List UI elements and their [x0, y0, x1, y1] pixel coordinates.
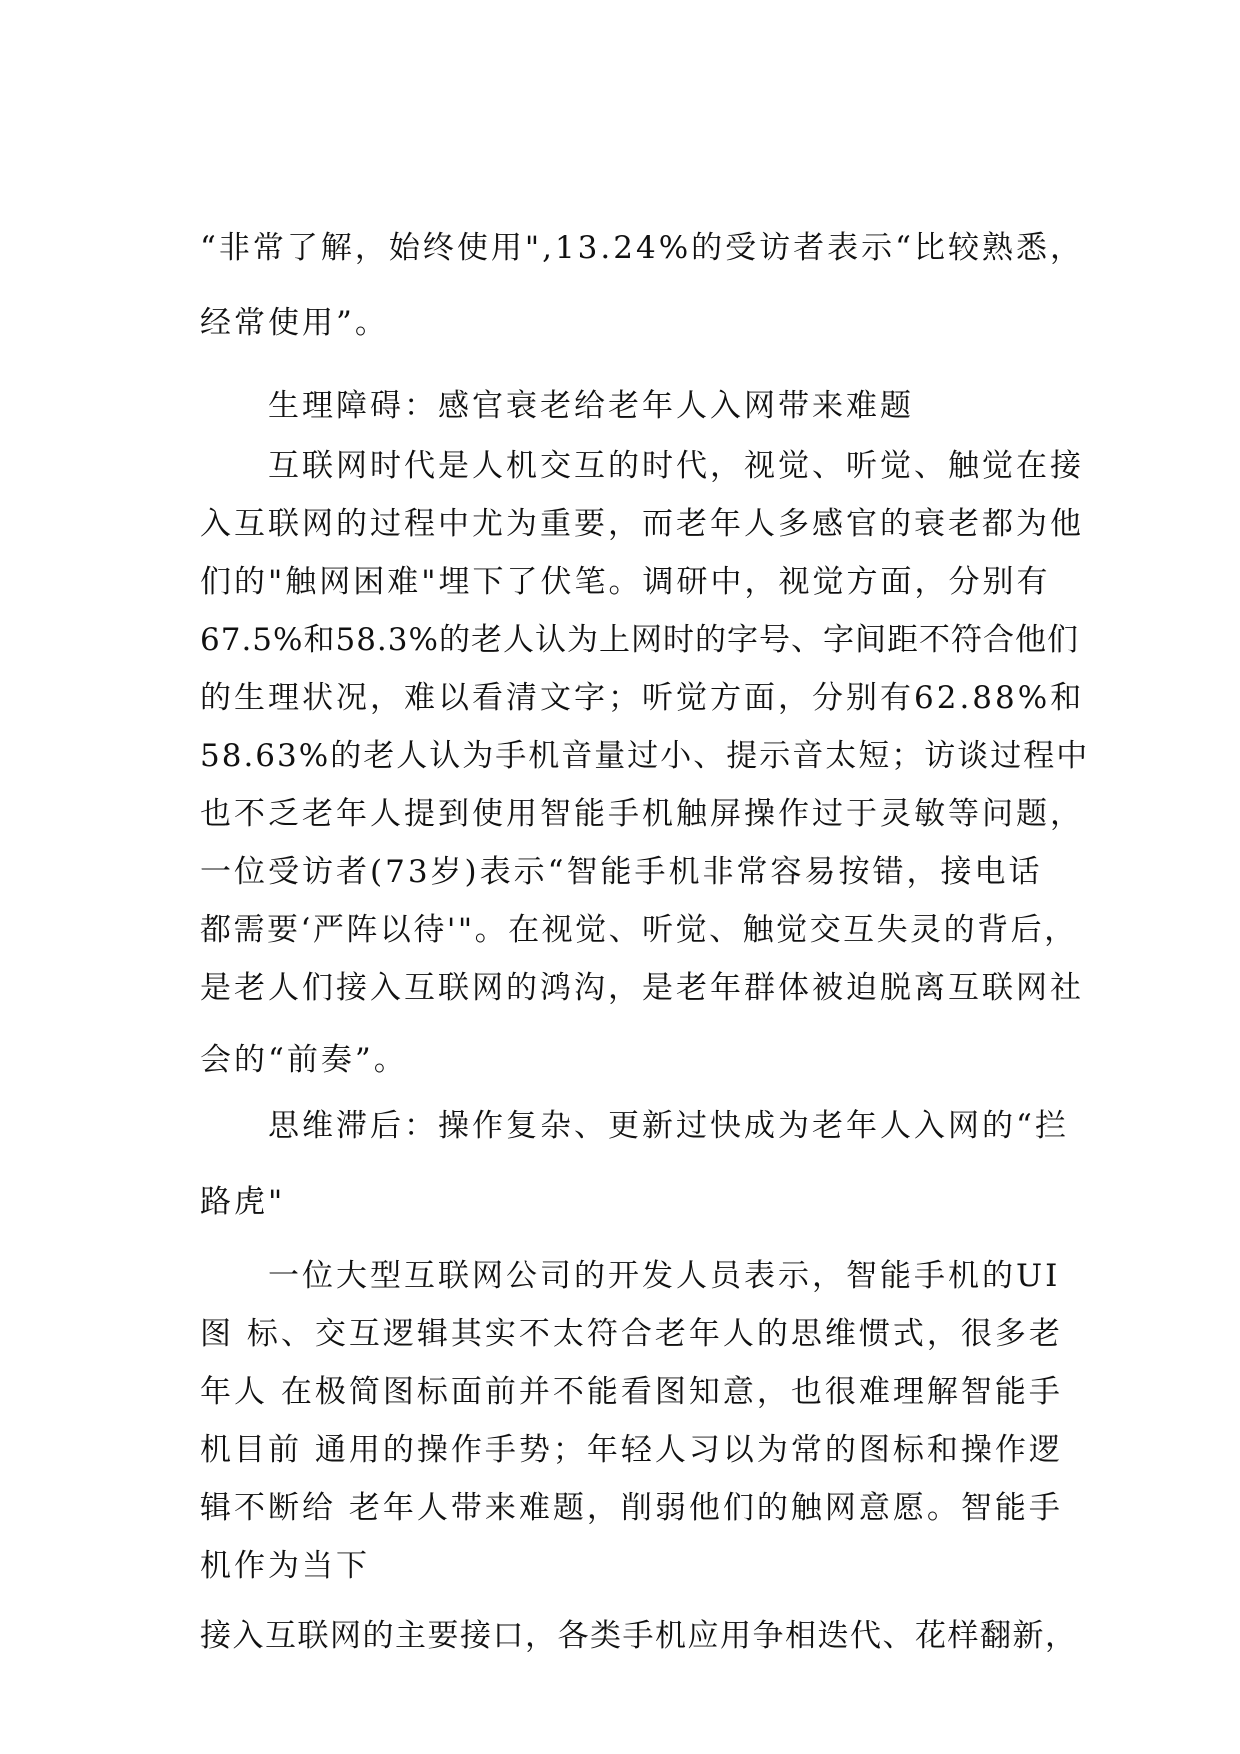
text-line: 都需要‘严阵以待'"。在视觉、听觉、触觉交互失灵的背后， [200, 912, 1078, 948]
text-line: 机目前 通用的操作手势；年轻人习以为常的图标和操作逻 [200, 1432, 1063, 1468]
text-line: 是老人们接入互联网的鸿沟，是老年群体被迫脱离互联网社 [200, 970, 1084, 1006]
text-line: 经常使用”。 [200, 305, 389, 341]
text-line: 接入互联网的主要接口，各类手机应用争相迭代、花样翻新， [200, 1618, 1078, 1654]
text-line: 入互联网的过程中尤为重要，而老年人多感官的衰老都为他 [200, 506, 1084, 542]
text-line: 会的“前奏”。 [200, 1042, 408, 1078]
text-line: 图 标、交互逻辑其实不太符合老年人的思维惯式，很多老 [200, 1316, 1063, 1352]
section-heading: 思维滞后：操作复杂、更新过快成为老年人入网的“拦 [268, 1108, 1069, 1144]
text-line: 机作为当下 [200, 1548, 370, 1584]
text-line: 互联网时代是人机交互的时代，视觉、听觉、触觉在接 [268, 448, 1084, 484]
text-line: 的生理状况，难以看清文字；听觉方面，分别有62.88%和 [200, 680, 1085, 716]
section-heading: 路虎" [200, 1184, 286, 1220]
text-line: 58.63%的老人认为手机音量过小、提示音太短；访谈过程中 [200, 738, 1090, 774]
section-heading: 生理障碍：感官衰老给老年人入网带来难题 [268, 388, 914, 424]
text-line: 年人 在极简图标面前并不能看图知意，也很难理解智能手 [200, 1374, 1063, 1410]
text-line: 一位大型互联网公司的开发人员表示，智能手机的UI [268, 1258, 1061, 1294]
text-line: 也不乏老年人提到使用智能手机触屏操作过于灵敏等问题， [200, 796, 1084, 832]
text-line: 67.5%和58.3%的老人认为上网时的字号、字间距不符合他们 [200, 622, 1079, 658]
text-line: “非常了解，始终使用",13.24%的受访者表示“比较熟悉， [200, 230, 1085, 266]
text-line: 一位受访者(73岁)表示“智能手机非常容易按错，接电话 [200, 854, 1043, 890]
text-line: 辑不断给 老年人带来难题，削弱他们的触网意愿。智能手 [200, 1490, 1063, 1526]
text-line: 们的"触网困难"埋下了伏笔。调研中，视觉方面，分别有 [200, 564, 1051, 600]
